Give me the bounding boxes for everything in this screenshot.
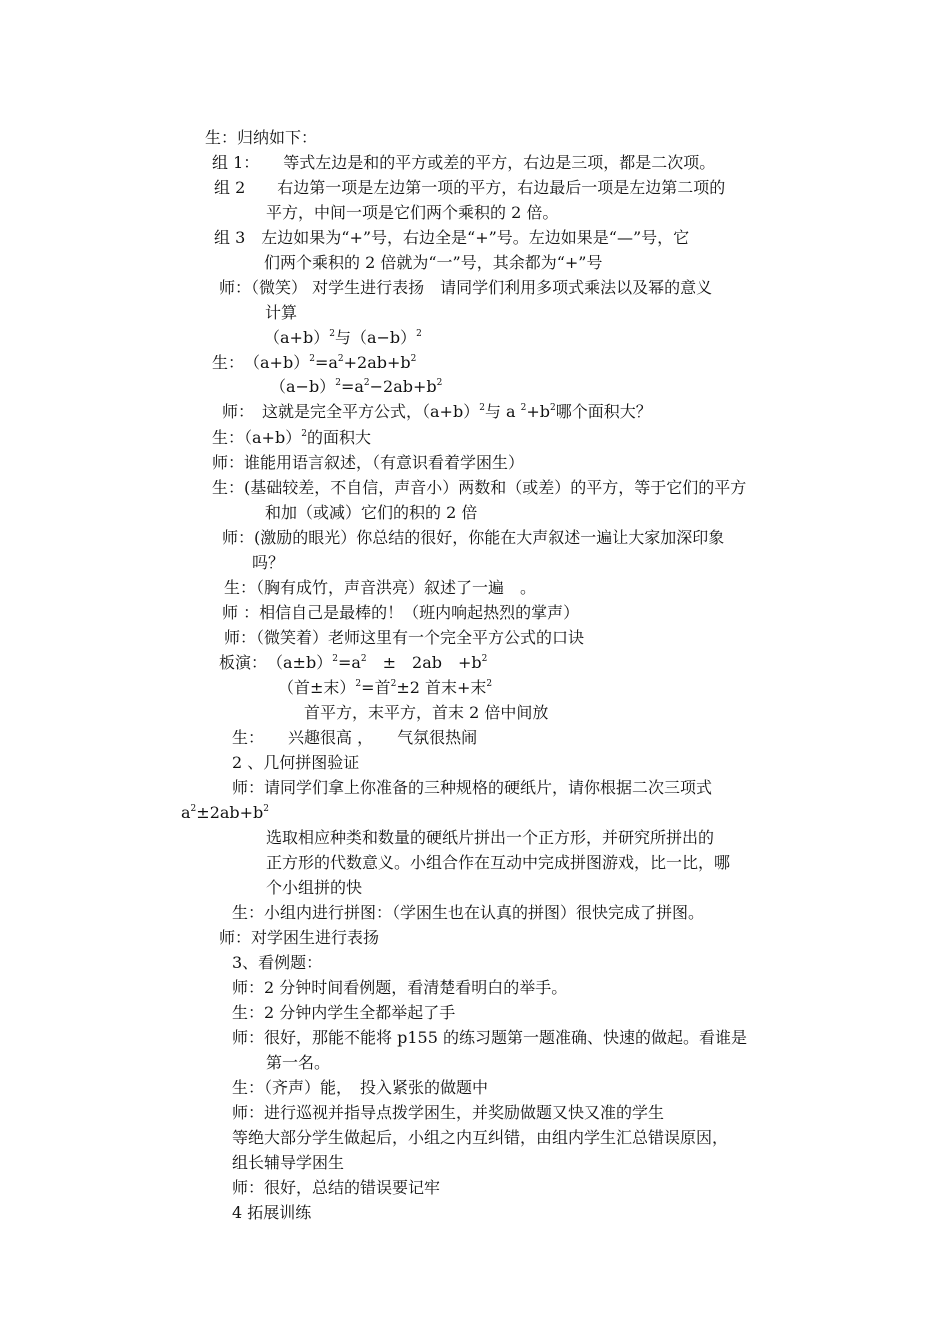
text-line: 第一名。 xyxy=(266,1053,331,1072)
text-line: 生：归纳如下： xyxy=(205,128,318,147)
text-line: 选取相应种类和数量的硬纸片拼出一个正方形，并研究所拼出的 xyxy=(266,828,715,847)
text-line: 首平方，末平方，首末 2 倍中间放 xyxy=(304,703,549,722)
formula-line: $(a-b)^2=a^2-2ab+b^2$ xyxy=(270,377,443,396)
formula-line: $a^2\pm 2ab+b^2$ xyxy=(181,803,270,822)
text-line: 师：(激励的眼光）你总结的很好，你能在大声叙述一遍让大家加深印象 xyxy=(222,528,725,547)
text-line: 师：请同学们拿上你准备的三种规格的硬纸片，请你根据二次三项式 xyxy=(232,778,713,797)
text-line: 生：2 分钟内学生全都举起了手 xyxy=(232,1003,456,1022)
text-line: 师：谁能用语言叙述，（有意识看着学困生） xyxy=(212,453,525,472)
text-line: 生：（胸有成竹，声音洪亮）叙述了一遍 。 xyxy=(224,578,537,597)
text-line: 生：小组内进行拼图：（学困生也在认真的拼图）很快完成了拼图。 xyxy=(232,903,705,922)
text-line: 师：很好，那能不能将 p155 的练习题第一题准确、快速的做起。看谁是 xyxy=(232,1028,747,1047)
text-line: 组 3 左边如果为“+”号，右边全是“+”号。左边如果是“—”号，它 xyxy=(214,228,690,247)
text-line: 吗？ xyxy=(252,553,285,572)
text-line: 组 1： 等式左边是和的平方或差的平方，右边是三项，都是二次项。 xyxy=(212,153,716,172)
formula-line: $(a+b)^2$与$(a-b)^2$ xyxy=(264,328,422,347)
section-heading: 2 、几何拼图验证 xyxy=(232,753,360,772)
text-line: 生：(基础较差，不自信，声音小）两数和（或差）的平方，等于它们的平方 xyxy=(212,478,747,497)
text-line: 生：（齐声）能， 投入紧张的做题中 xyxy=(232,1078,489,1097)
text-line: 个小组拼的快 xyxy=(266,878,363,897)
text-line: 组 2 右边第一项是左边第一项的平方，右边最后一项是左边第二项的 xyxy=(214,178,726,197)
text-line: 师：2 分钟时间看例题，看清楚看明白的举手。 xyxy=(232,978,568,997)
text-line: 师：（微笑） 对学生进行表扬 请同学们利用多项式乘法以及幂的意义 xyxy=(219,278,713,297)
text-line: 组长辅导学困生 xyxy=(232,1153,345,1172)
section-heading: 3、看例题： xyxy=(232,953,323,972)
formula-line: 生：$(a+b)^2$的面积大 xyxy=(212,428,371,447)
formula-line: （首±末）$^2$=首$^2$±2 首末+末$^2$ xyxy=(278,678,493,697)
text-line: 平方，中间一项是它们两个乘积的 2 倍。 xyxy=(266,203,559,222)
formula-line: 生： $(a+b)^2=a^2+2ab+b^2$ xyxy=(212,353,417,372)
text-line: 和加（或减）它们的积的 2 倍 xyxy=(265,503,478,522)
text-line: 师：对学困生进行表扬 xyxy=(219,928,380,947)
text-line: 师：进行巡视并指导点拨学困生，并奖励做题又快又准的学生 xyxy=(232,1103,665,1122)
text-line: 生： 兴趣很高 ， 气氛很热闹 xyxy=(232,728,478,747)
text-line: 计算 xyxy=(265,303,298,322)
text-line: 正方形的代数意义。小组合作在互动中完成拼图游戏，比一比，哪 xyxy=(266,853,731,872)
text-line: 师：（微笑着）老师这里有一个完全平方公式的口诀 xyxy=(224,628,585,647)
formula-line: 板演： $(a\pm b)^2=a^2$ ± 2ab $+b^2$ xyxy=(219,653,488,672)
text-line: 师：很好，总结的错误要记牢 xyxy=(232,1178,441,1197)
section-heading: 4 拓展训练 xyxy=(232,1203,312,1222)
formula-line: 师： 这就是完全平方公式，$(a+b)^2$与 a $^2+b^2$哪个面积大？ xyxy=(222,402,652,421)
text-line: 师 ：相信自己是最棒的！（班内响起热烈的掌声） xyxy=(222,603,580,622)
text-line: 等绝大部分学生做起后，小组之内互纠错，由组内学生汇总错误原因， xyxy=(232,1128,729,1147)
text-line: 们两个乘积的 2 倍就为“一”号，其余都为“+”号 xyxy=(264,253,603,272)
